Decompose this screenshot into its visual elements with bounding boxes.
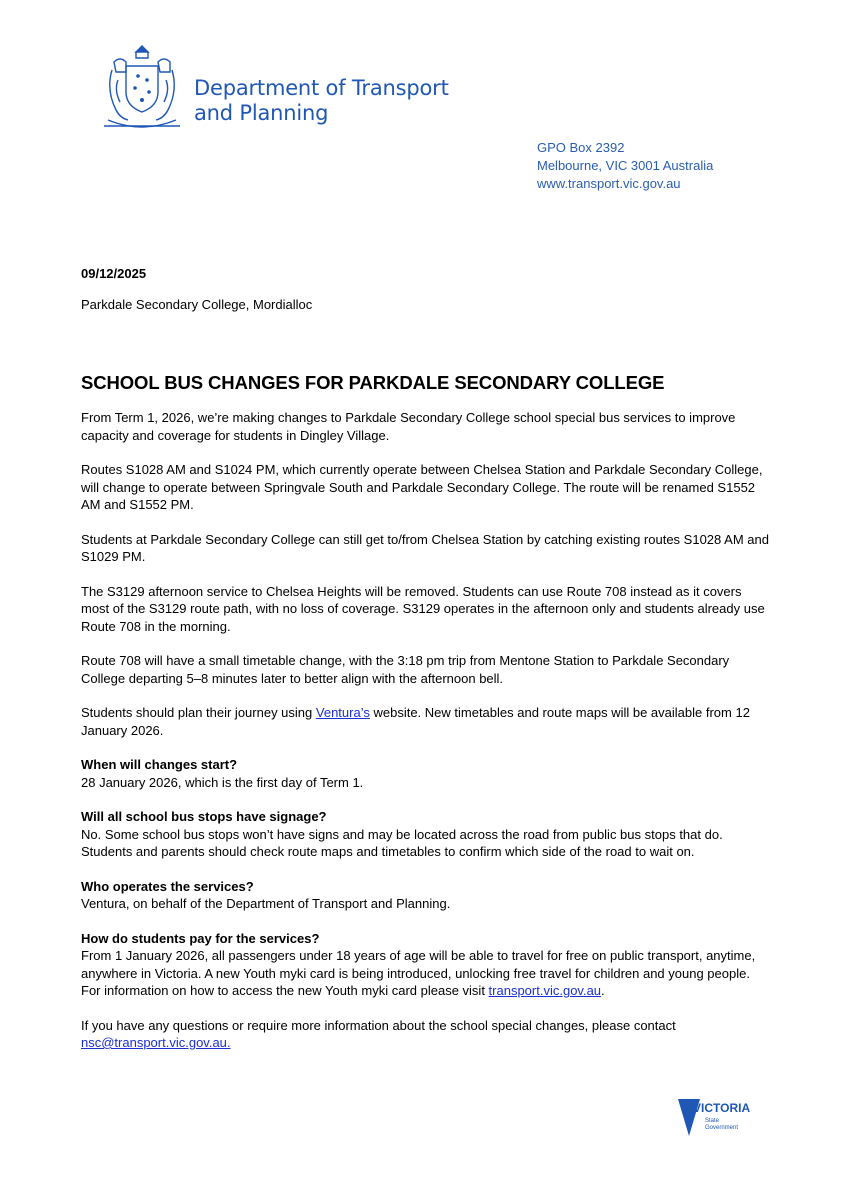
department-name (194, 76, 449, 126)
paragraph-s3129-removal: The S3129 afternoon service to Chelsea Heights will be removed. Students can use Route 708 instead as it covers most of the S3129 route path, with no loss of coverage. S3129 operates in the afternoon only and students already use Route 708 in the morning. (81, 583, 765, 634)
address-website: www.transport.vic.gov.au (537, 176, 681, 191)
letter-recipient: Parkdale Secondary College, Mordialloc (81, 297, 313, 312)
transport-website-link[interactable]: transport.vic.gov.au (488, 983, 602, 998)
logo-word: VICTORIA (693, 1101, 751, 1115)
faq-answer-payment (81, 947, 771, 1000)
sender-address (537, 139, 713, 193)
paragraph-contact (81, 1017, 771, 1052)
faq-question-signage: Will all school bus stops have signage? (81, 809, 327, 824)
address-city: Melbourne, VIC 3001 Australia (537, 158, 714, 173)
plan-journey-text-after: website. New timetables and route maps will be available from 12 January 2026. (81, 705, 750, 738)
paragraph-chelsea-station: Students at Parkdale Secondary College can still get to/from Chelsea Station by catching existing routes S1028 AM and S1029 PM. (81, 531, 769, 564)
letter-date: 09/12/2025 (81, 266, 147, 281)
faq-answer-start: 28 January 2026, which is the first day of Term 1. (81, 774, 364, 790)
faq-question-payment: How do students pay for the services? (81, 930, 320, 946)
faq-question-operator: Who operates the services? (81, 878, 254, 894)
logo-sub-government: Government (705, 1125, 739, 1131)
contact-text: If you have any questions or require more information about the school special changes, please contact (81, 1017, 676, 1033)
department-name-line1: Department of Transport (194, 76, 449, 100)
ventura-link[interactable]: Ventura’s (315, 705, 370, 720)
victoria-state-government-logo (676, 1096, 756, 1144)
address-po-box: GPO Box 2392 (537, 140, 625, 155)
letter-title: SCHOOL BUS CHANGES FOR PARKDALE SECONDARY COLLEGE (81, 372, 665, 393)
payment-answer-text: From 1 January 2026, all passengers under 18 years of age will be able to travel for free on public transport, anytime, anywhere in Victoria. A new Youth myki card is being introduced, unlocking free travel for children and young people. For information on how to access the new Youth myki card please visit (81, 948, 756, 998)
paragraph-route-708: Route 708 will have a small timetable change, with the 3:18 pm trip from Mentone Station to Parkdale Secondary College departing 5–8 minutes later to better align with the afternoon bell. (81, 653, 730, 686)
contact-email-link[interactable]: nsc@transport.vic.gov.au. (81, 1035, 231, 1050)
logo-sub-state: State (705, 1118, 720, 1124)
payment-answer-end: . (601, 983, 605, 998)
faq-question-start: When will changes start? (81, 757, 238, 772)
paragraph-intro: From Term 1, 2026, we’re making changes to Parkdale Secondary College school special bus services to improve capacity and coverage for students in Dingley Village. (81, 410, 736, 443)
coat-of-arms-icon (98, 40, 186, 134)
plan-journey-text-before: Students should plan their journey using (81, 705, 316, 720)
faq-answer-operator: Ventura, on behalf of the Department of Transport and Planning. (81, 896, 451, 911)
paragraph-route-change: Routes S1028 AM and S1024 PM, which currently operate between Chelsea Station and Parkdale Secondary College, will change to operate between Springvale South and Parkdale Secondary College. The route will be renamed S1552 AM and S1552 PM. (81, 462, 763, 512)
department-name-line2: and Planning (194, 101, 329, 125)
letter-body (81, 372, 771, 1069)
paragraph-plan-journey (81, 704, 771, 739)
faq-answer-signage: No. Some school bus stops won’t have signs and may be located across the road from public bus stops that do. Students and parents should check route maps and timetables to confirm which side of the road to wait on. (81, 826, 723, 859)
